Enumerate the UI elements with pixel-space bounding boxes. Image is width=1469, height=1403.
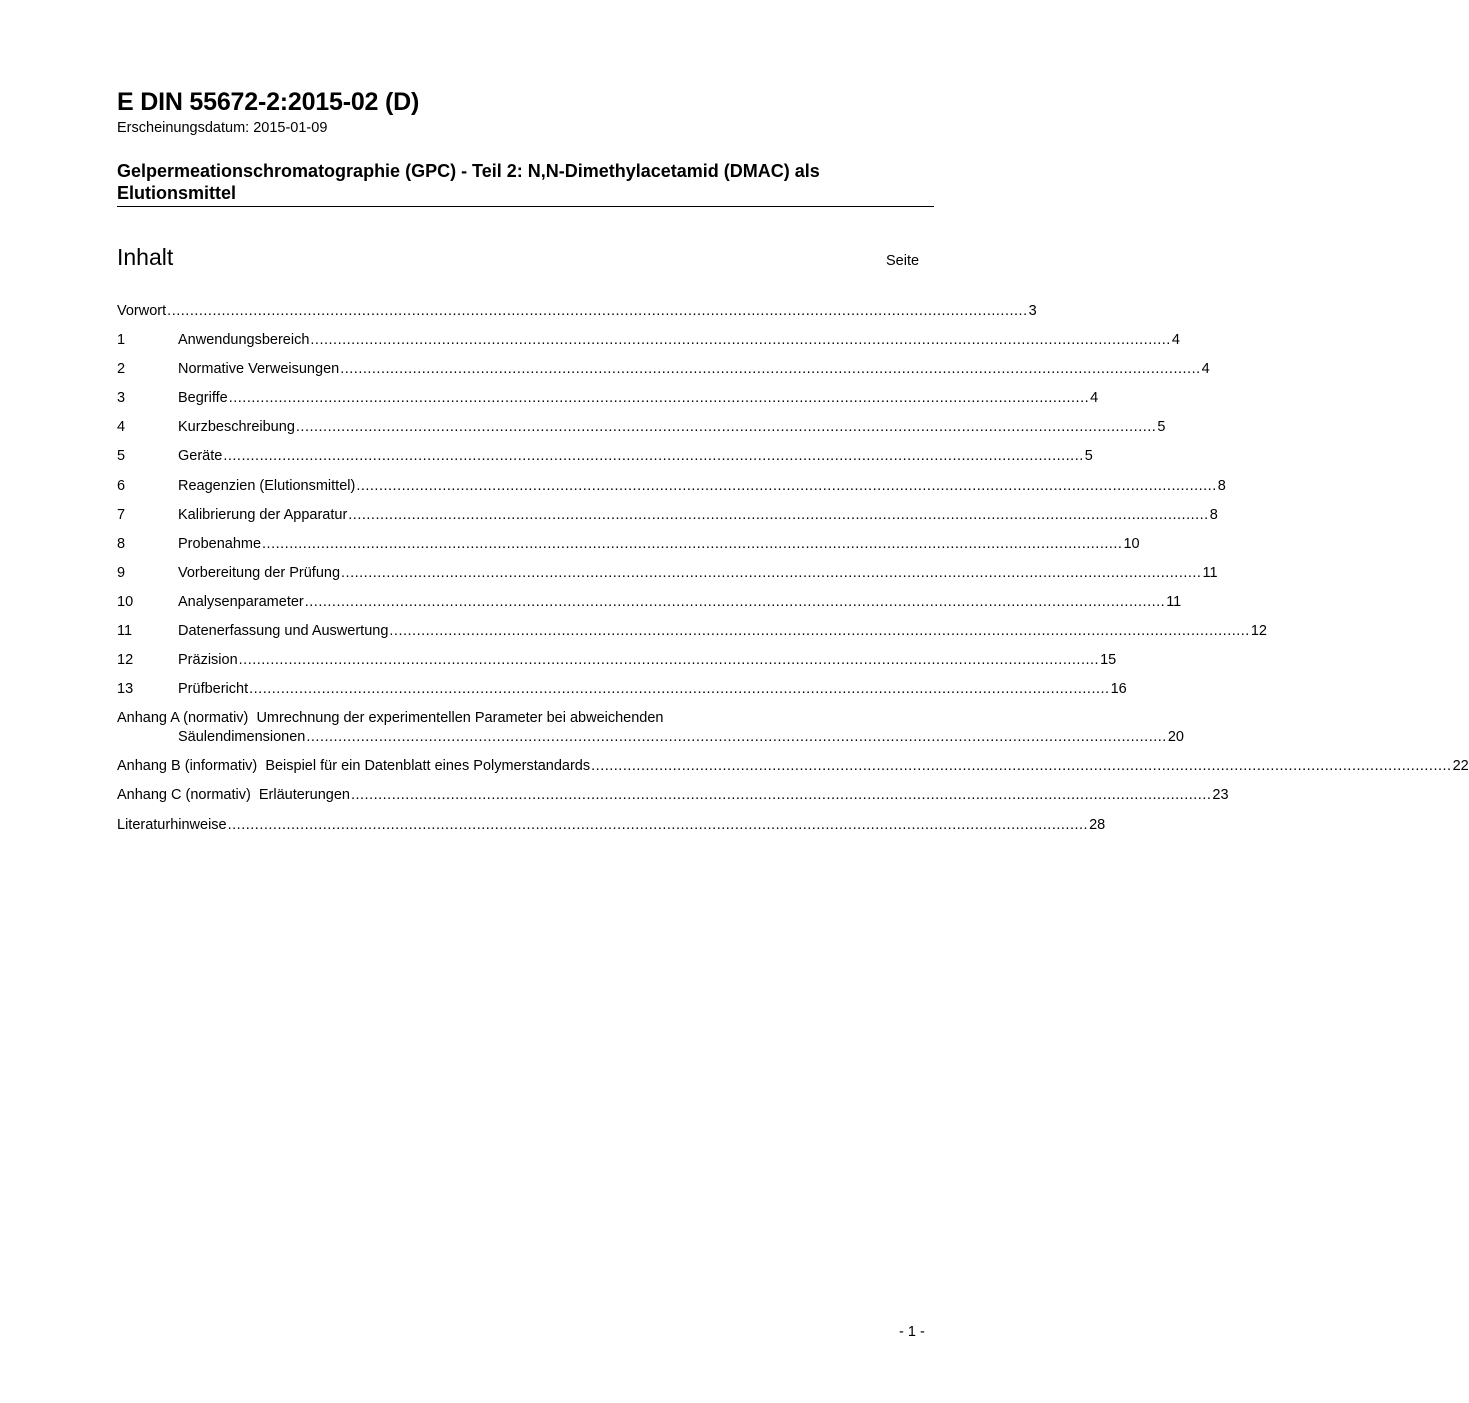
toc-entry-vorwort[interactable] — [117, 302, 1037, 331]
toc-leader-dots: .............................................................................................................................................................................................. — [356, 477, 1217, 494]
toc-annex-prefix: Anhang B — [117, 758, 181, 775]
toc-annex-prefix: Anhang C — [117, 787, 182, 804]
toc-leader-dots: .............................................................................................................................................................................................. — [167, 303, 1028, 319]
title-divider — [117, 206, 934, 207]
toc-annex-qualifier: (informativ) — [184, 758, 258, 775]
toc-entry-page: 23 — [1212, 787, 1229, 804]
toc-entry-page: 3 — [1028, 303, 1037, 319]
toc-entry-label: Vorbereitung der Prüfung — [178, 564, 341, 581]
toc-annex-title: Umrechnung der experimentellen Parameter bei abweichenden — [256, 710, 664, 727]
toc-leader-dots: .............................................................................................................................................................................................. — [310, 332, 1171, 349]
toc-leader-dots: .............................................................................................................................................................................................. — [341, 564, 1202, 581]
toc-entry-6[interactable] — [117, 477, 1226, 506]
toc-entry-1[interactable] — [117, 331, 1180, 360]
toc-entry-page: 16 — [1110, 681, 1127, 698]
toc-leader-dots: .............................................................................................................................................................................................. — [340, 361, 1201, 378]
toc-entry-number: 3 — [117, 390, 126, 407]
toc-entry-label: Vorwort — [117, 303, 167, 319]
toc-entry-bibliography[interactable] — [117, 816, 1106, 845]
toc-entry-page: 4 — [1171, 332, 1180, 349]
toc-page-column-label: Seite — [886, 253, 920, 269]
footer-page-number: - 1 - — [899, 1324, 925, 1340]
toc-annex-qualifier: (normativ) — [185, 787, 251, 804]
toc-entry-number: 9 — [117, 564, 126, 581]
toc-entry-label: Datenerfassung und Auswertung — [178, 623, 389, 640]
toc-entry-label: Präzision — [178, 652, 238, 669]
toc-entry-number: 5 — [117, 448, 126, 465]
document-title: Gelpermeationschromatographie (GPC) - Teil 2: N,N-Dimethylacetamid (DMAC) als Elutionsmittel — [117, 161, 820, 203]
toc-entry-page: 5 — [1084, 448, 1093, 465]
toc-entry-number: 1 — [117, 332, 126, 349]
toc-annex-title-continued: Säulendimensionen — [178, 729, 306, 746]
toc-leader-dots: .............................................................................................................................................................................................. — [223, 448, 1084, 465]
toc-entry-annex-c[interactable] — [117, 786, 1229, 815]
toc-entry-number: 10 — [117, 593, 134, 610]
toc-entry-page: 5 — [1157, 419, 1166, 436]
toc-leader-dots: .............................................................................................................................................................................................. — [306, 729, 1167, 746]
toc-entry-label: Kurzbeschreibung — [178, 419, 295, 436]
toc-leader-dots: .............................................................................................................................................................................................. — [591, 758, 1452, 775]
toc-entry-number: 6 — [117, 477, 126, 494]
toc-entry-2[interactable] — [117, 360, 1210, 389]
toc-entry-label: Geräte — [178, 448, 223, 465]
toc-entry-number: 4 — [117, 419, 126, 436]
toc-leader-dots: .............................................................................................................................................................................................. — [348, 506, 1209, 523]
toc-leader-dots: .............................................................................................................................................................................................. — [227, 816, 1089, 833]
toc-leader-dots: .............................................................................................................................................................................................. — [389, 623, 1250, 640]
toc-annex-qualifier: (normativ) — [183, 710, 249, 727]
toc-heading: Inhalt — [117, 244, 174, 270]
toc-entry-number: 7 — [117, 506, 126, 523]
toc-entry-number: 13 — [117, 681, 134, 698]
toc-entry-label: Analysenparameter — [178, 593, 304, 610]
toc-annex-prefix: Anhang A — [117, 710, 180, 727]
toc-leader-dots: .............................................................................................................................................................................................. — [249, 681, 1110, 698]
toc-entry-label: Anwendungsbereich — [178, 332, 310, 349]
toc-leader-dots: .............................................................................................................................................................................................. — [238, 652, 1100, 669]
toc-entry-12[interactable] — [117, 651, 1117, 680]
toc-entry-8[interactable] — [117, 535, 1140, 564]
toc-entry-annex-a[interactable] — [117, 709, 1184, 757]
toc-leader-dots: .............................................................................................................................................................................................. — [262, 535, 1123, 552]
toc-entry-10[interactable] — [117, 593, 1182, 622]
toc-entry-label: Probenahme — [178, 535, 262, 552]
toc-entry-number: 12 — [117, 652, 134, 669]
toc-entry-label: Prüfbericht — [178, 681, 249, 698]
toc-entry-13[interactable] — [117, 680, 1127, 709]
toc-entry-page: 8 — [1217, 477, 1226, 494]
toc-entry-label: Kalibrierung der Apparatur — [178, 506, 348, 523]
publication-date: Erscheinungsdatum: 2015-01-09 — [117, 120, 328, 136]
toc-annex-title: Erläuterungen — [258, 787, 350, 804]
toc-entry-label: Literaturhinweise — [117, 816, 227, 833]
toc-entry-page: 4 — [1201, 361, 1210, 378]
toc-entry-9[interactable] — [117, 564, 1218, 593]
toc-leader-dots: .............................................................................................................................................................................................. — [350, 787, 1212, 804]
toc-annex-title: Beispiel für ein Datenblatt eines Polymerstandards — [265, 758, 591, 775]
toc-entry-page: 28 — [1089, 816, 1106, 833]
toc-entry-label: Begriffe — [178, 390, 228, 407]
toc-entry-page: 11 — [1202, 564, 1218, 581]
document-id: E DIN 55672-2:2015-02 (D) — [117, 88, 420, 116]
toc-entry-page: 8 — [1209, 506, 1218, 523]
toc-entry-annex-b[interactable] — [117, 757, 1469, 786]
toc-entry-4[interactable] — [117, 418, 1166, 447]
toc-entry-page: 12 — [1250, 623, 1267, 640]
toc-leader-dots: .............................................................................................................................................................................................. — [228, 390, 1090, 407]
toc-entry-5[interactable] — [117, 447, 1093, 476]
toc-entry-label: Reagenzien (Elutionsmittel) — [178, 477, 356, 494]
toc-entry-number: 2 — [117, 361, 126, 378]
toc-entry-3[interactable] — [117, 389, 1099, 418]
toc-entry-page: 15 — [1100, 652, 1117, 669]
table-of-contents — [117, 302, 1469, 845]
toc-entry-page: 10 — [1123, 535, 1140, 552]
toc-leader-dots: .............................................................................................................................................................................................. — [295, 419, 1157, 436]
toc-entry-number: 11 — [117, 623, 133, 640]
toc-entry-number: 8 — [117, 535, 126, 552]
toc-entry-page: 11 — [1166, 593, 1182, 610]
toc-leader-dots: .............................................................................................................................................................................................. — [304, 593, 1166, 610]
toc-entry-11[interactable] — [117, 622, 1267, 651]
toc-entry-page: 22 — [1452, 758, 1469, 775]
toc-entry-label: Normative Verweisungen — [178, 361, 340, 378]
toc-entry-page: 20 — [1167, 729, 1184, 746]
toc-entry-7[interactable] — [117, 506, 1218, 535]
toc-entry-page: 4 — [1090, 390, 1099, 407]
